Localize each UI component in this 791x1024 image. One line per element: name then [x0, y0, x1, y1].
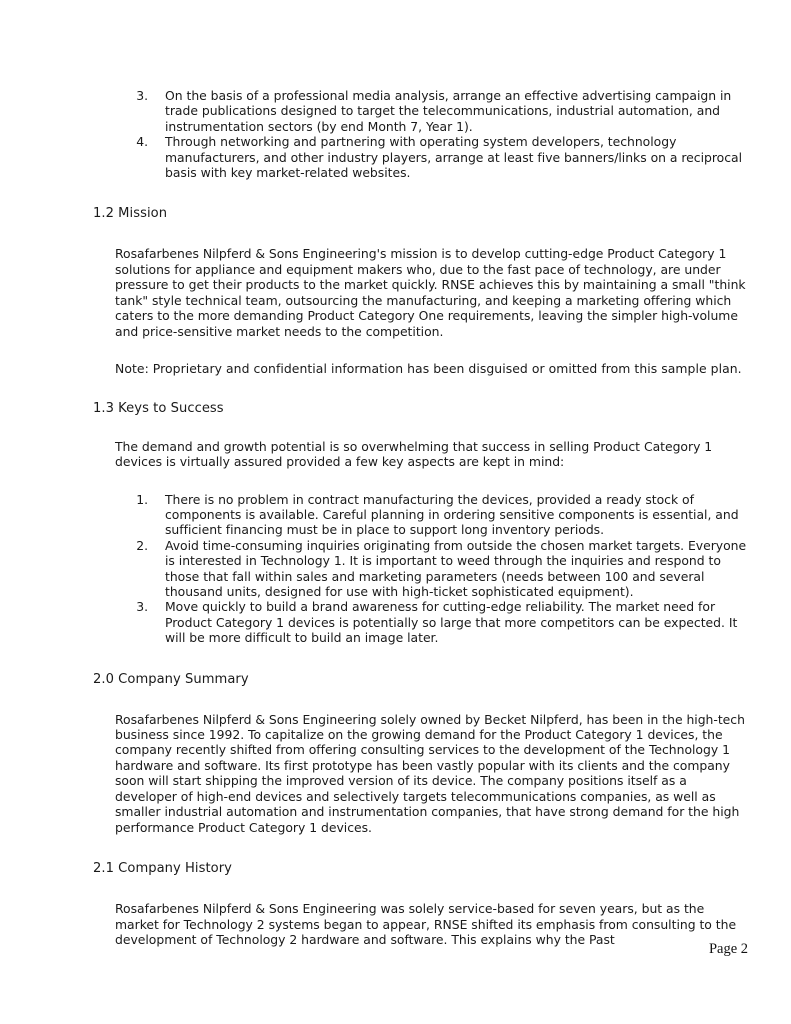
list-item-text: Move quickly to build a brand awareness for cutting-edge reliability. The market need for Product Category 1 devices is potentially so large that more competitors can be expected. It will be more difficult to build an image later.	[165, 599, 738, 646]
section-2-0-company-summary-heading: 2.0 Company Summary	[93, 671, 249, 687]
spacer	[93, 646, 748, 672]
spacer	[93, 222, 748, 246]
list-item-number: 2.	[136, 537, 148, 553]
list-item-number: 3.	[136, 88, 148, 103]
spacer	[93, 470, 748, 492]
spacer	[93, 339, 748, 361]
list-item-number: 4.	[136, 134, 148, 150]
section-2-1-company-history-heading: 2.1 Company History	[93, 861, 232, 877]
spacer	[93, 377, 748, 401]
list-item	[118, 492, 748, 538]
section-1-2-mission-heading: 1.2 Mission	[93, 206, 168, 222]
section-1-3-keys-to-success-heading: 1.3 Keys to Success	[93, 400, 224, 416]
company-history-paragraph: Rosafarbenes Nilpferd & Sons Engineering was solely service-based for seven years, but as the market for Technology 2 systems began to appear, RNSE shifted its emphasis from consulting to the development of Technology 2 hardware and software. This explains why the Past	[115, 901, 737, 948]
list-item-text: Through networking and partnering with operating system developers, technology manufacturers, and other industry players, arrange at least five banners/links on a reciprocal basis with key market-related websites.	[165, 134, 742, 181]
spacer	[93, 835, 748, 861]
spacer	[93, 688, 748, 712]
list-item	[118, 599, 748, 645]
confidentiality-note: Note: Proprietary and confidential information has been disguised or omitted from this sample plan.	[115, 361, 742, 377]
list-item-text: On the basis of a professional media analysis, arrange an effective advertising campaign in trade publications designed to target the telecommunications, industrial automation, and instrumentation sectors (by end Month 7, Year 1).	[165, 88, 732, 134]
list-item-number: 3.	[136, 599, 148, 615]
mission-paragraph: Rosafarbenes Nilpferd & Sons Engineering's mission is to develop cutting-edge Product Category 1 solutions for appliance and equipment makers who, due to the fast pace of technology, are under pressure to get their products to the market quickly. RNSE achieves this by maintaining a small "think tank" style technical team, outsourcing the manufacturing, and keeping a marketing offering which caters to the more demanding Product Category One requirements, leaving the simpler high-volume and price-sensitive market needs to the competition.	[115, 246, 746, 339]
page-content	[93, 88, 748, 948]
page-number-footer: Page 2	[708, 941, 748, 957]
spacer	[93, 180, 748, 206]
list-item-number: 1.	[136, 491, 148, 507]
company-summary-paragraph: Rosafarbenes Nilpferd & Sons Engineering solely owned by Becket Nilpferd, has been in the high-tech business since 1992. To capitalize on the growing demand for the Product Category 1 devices, the company recently shifted from offering consulting services to the development of the Technology 1 hardware and software. Its first prototype has been vastly popular with its clients and the company soon will start shipping the improved version of its device. The company positions itself as a developer of high-end devices and selectively targets telecommunications companies, as well as smaller industrial automation and instrumentation companies, that have strong demand for the high performance Product Category 1 devices.	[115, 711, 745, 835]
list-item	[118, 88, 748, 134]
keys-to-success-list	[93, 492, 748, 646]
keys-to-success-intro: The demand and growth potential is so overwhelming that success in selling Product Category 1 devices is virtually assured provided a few key aspects are kept in mind:	[115, 438, 713, 470]
spacer	[93, 877, 748, 901]
spacer	[93, 417, 748, 439]
list-item-text: Avoid time-consuming inquiries originating from outside the chosen market targets. Everyone is interested in Technology 1. It is important to weed through the inquiries and respond to those that fall within sales and marketing parameters (needs between 100 and several thousand units, designed for use with high-ticket sophisticated equipment).	[165, 537, 747, 599]
list-item-text: There is no problem in contract manufacturing the devices, provided a ready stock of components is available. Careful planning in ordering sensitive components is essential, and sufficient financing must be in place to support long inventory periods.	[165, 491, 739, 538]
list-item	[118, 134, 748, 180]
list-item	[118, 538, 748, 600]
objectives-list-continued	[93, 88, 748, 180]
